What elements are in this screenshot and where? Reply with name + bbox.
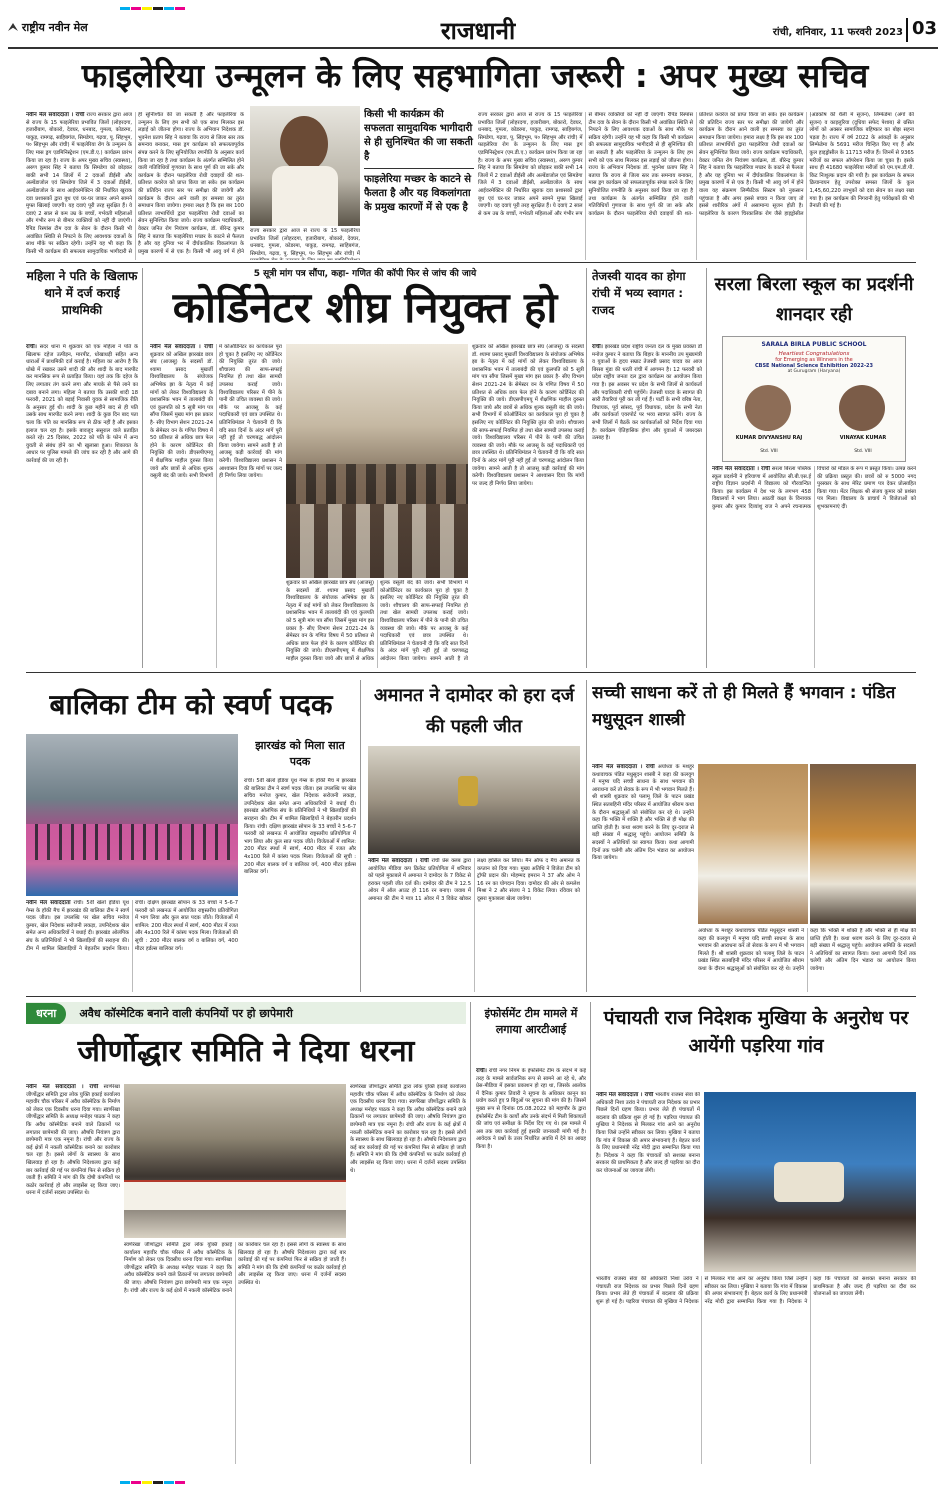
lead-byline: नवीन मेल संवाददाता । रांची [26, 112, 85, 118]
story8-body-right: अयोध्या के मशहूर कथावाचक पंडित मधुसूदन शास्त्री ने कहा की कलयुग में मनुष्य यदि सच्ची साधना के साथ भगवान की आराधना करें तो सेवक के रूप में भी भगवान मिलते हैं। श्री शास्त्री शुक्रवार को पलामू जिले के पाटन प्रखंड स्थित सतबहिनी मंदिर परिसर में आयोजित श्रीराम कथा के दौरान श्रद्धालुओं को संबोधित कर रहे थे। उन्होंने कहा कि भक्ति में शक्ति है और भक्ति से ही मोक्ष की प्राप्ति होती है। कथा श्रवण करने के लिए दूर-दराज से बड़ी संख्या में श्रद्धालु पहुंचे। आयोजन समिति के सदस्यों ने अतिथियों का स्वागत किया। कथा आगामी दिनों तक चलेगी और अंतिम दिन भंडारा का आयोजन किया जायेगा। [698, 928, 916, 972]
story10-headline: इंफोर्समेंट टीम मामले में लगाया आरटीआई [484, 1007, 578, 1036]
story4-body: रांची। झारखंड प्रदेश राष्ट्रीय जनता दल के मुख्य प्रवक्ता डॉ मनोज कुमार ने बताया कि बिहार के माननीय उप मुख्यमंत्री व युवाओं के हृदय सम्राट तेजस्वी प्रसाद यादव का आज बिरसा मुंडा की धरती रांची में आगमन है। 12 फरवरी को प्रदेश राष्ट्रीय जनता दल द्वारा कार्यक्रम का आयोजन किया गया है। इस अवसर पर प्रदेश के सभी जिलों से कार्यकर्ता और पदाधिकारी रांची पहुंचेंगे। तेजस्वी यादव के स्वागत की सारी तैयारियां पूरी कर ली गई हैं। पार्टी के सभी वरिष्ठ नेता, विधायक, पूर्व सांसद, पूर्व विधायक, प्रदेश के सभी नेता और कार्यकर्ता एयरपोर्ट पर भव्य स्वागत करेंगे। राज्य के सभी जिलों में बैठकें कर कार्यकर्ताओं को निर्देश दिया गया है। कार्यक्रम ऐतिहासिक होगा और युवाओं में जबरदस्त उत्साह है। [592, 344, 702, 442]
color-register-marks-bottom [120, 1474, 320, 1484]
story3-body-under-photo: शुक्रवार को अखिल झारखंड छात्र संघ (आजसू) के सदस्यों डॉ. श्यामा प्रसाद मुखर्जी विश्वविद्यालय के संयोजक अभिषेक झा के नेतृत्व में कई मांगों को लेकर विश्वविद्यालय के प्रशासनिक भवन में तालाबंदी की एवं कुलपति को 5 सूत्री मांग पत्र सौंपा जिसमें मुख्य मांग इस प्रकार है- सीए विभाग सेशन 2021-24 के सेमेस्टर वन के गणित विषय में 50 प्रतिशत से अधिक छात्र फेल होने के कारण कोर्डिनेटर की नियुक्ति की जाये। डीएसपीएमयू में शैक्षणिक माहौल दुरुस्त किया जाये और छात्रों से अधिक शुल्क वसूली बंद की जाये। सभी विभागों में कोऑर्डिनेटर का कार्यकाल पूरा हो चुका है इसलिए नए कोर्डिनेटर की नियुक्ति तुरंत की जाये। शौचालय की साफ-सफाई नियमित हो तथा खेल सामग्री उपलब्ध कराई जाये। विश्वविद्यालय परिसर में पीने के पानी की उचित व्यवस्था की जाये। मौके पर आजसू के कई पदाधिकारी एवं छात्र उपस्थित थे। प्रतिनिधिमंडल ने चेतावनी दी कि यदि सात दिनों के अंदर मांगें पूरी नहीं हुईं तो चरणबद्ध आंदोलन किया जायेगा। सामने आती है तो [286, 580, 468, 662]
header-divider [8, 47, 938, 49]
story6-subhead: झारखंड को मिला सात पदक [255, 739, 345, 768]
story2-headline: महिला ने पति के खिलाफ थाने में दर्ज कराई प्राथमिकी [26, 269, 138, 317]
divider-s2 [142, 268, 143, 668]
story11-body-left: नवीन मेल संवाददाता । रांची भारतीय राजस्व सेवा की अधिकारी निशा उरांव ने पंचायती राज निदेशक का प्रभार पिछले दिनों ग्रहण किया। प्रभार लेते ही पंचायतों में बदलाव की प्रक्रिया शुरू हो गई है। पड़रिया पंचायत की मुखिया ने निदेशक से मिलकर गांव आने का अनुरोध किया जिसे उन्होंने स्वीकार कर लिया। मुखिया ने बताया कि गांव में विकास की अपार संभावनाएं हैं। बेहतर कार्य के लिए प्रधानमंत्री नरेंद्र मोदी द्वारा सम्मानित किया गया है। निदेशक ने कहा कि पंचायतों को सशक्त बनाना सरकार की प्राथमिकता है और जल्द ही पड़रिया का दौरा कर योजनाओं का जायजा लेंगी। [596, 1092, 700, 1174]
story8-headline: सच्ची साधना करें तो ही मिलते हैं भगवान : पंडित मधुसूदन शास्त्री [592, 683, 896, 730]
paper-logo [8, 20, 148, 40]
story3-headline: कोर्डिनेटर शीघ्र नियुक्त हो [172, 283, 558, 332]
story4-headline: तेजस्वी यादव का होगा रांची में भव्य स्वागत : राजद [592, 269, 686, 317]
tag-dharna: धरना [26, 1003, 66, 1024]
lead-photo-official [250, 106, 360, 226]
story6-headline: बालिका टीम को स्वर्ण पदक [49, 688, 333, 721]
story11-body-bottom: भारतीय राजस्व सेवा की अधिकारी निशा उरांव ने पंचायती राज निदेशक का प्रभार पिछले दिनों ग्रहण किया। प्रभार लेते ही पंचायतों में बदलाव की प्रक्रिया शुरू हो गई है। पड़रिया पंचायत की मुखिया ने निदेशक से मिलकर गांव आने का अनुरोध किया जिसे उन्होंने स्वीकार कर लिया। मुखिया ने बताया कि गांव में विकास की अपार संभावनाएं हैं। बेहतर कार्य के लिए प्रधानमंत्री नरेंद्र मोदी द्वारा सम्मानित किया गया है। निदेशक ने कहा कि पंचायतों को सशक्त बनाना सरकार की प्राथमिकता है और जल्द ही पड़रिया का दौरा कर योजनाओं का जायजा लेंगी। [596, 1276, 916, 1305]
dateline: रांची, शनिवार, 11 फरवरी 2023 [772, 27, 903, 38]
bird-icon [8, 23, 18, 31]
story3-kicker: 5 सूत्री मांग पत्र सौंपा, कहा- गणित की कॉपी फिर से जांच की जाये [253, 269, 477, 279]
story2-body: रांची। सदर थाना में शुक्रवार को एक महिला ने पति के खिलाफ दहेज उत्पीड़न, मारपीट, धोखाधड़ी सहित अन्य धाराओं में प्राथमिकी दर्ज कराई है। महिला का आरोप है कि धोखे में रखकर उसने शादी की और शादी के बाद मारपीट कर मानसिक रूप से प्रताड़ित किया। यहां तक कि दहेज के लिए लगातार तंग करने लगा और मायके से पैसे लाने का दबाव बनाने लगा। महिला ने बताया कि उसकी शादी 18 फरवरी, 2021 को बड़ाई निवासी युवक से सामाजिक रीति के अनुसार हुई थी। शादी के कुछ महीने बाद से ही पति उसके साथ मारपीट करने लगा। शादी के कुछ दिन बाद पता चला कि पति का मानसिक रूप से ठीक नहीं है और इसका इलाज चल रहा है। इसके बावजूद ससुराल वाले प्रताड़ित करते रहे। 25 दिसंबर, 2022 को पति के फोन में अन्य युवती से संबंध होने का भी खुलासा हुआ। शिकायत के आधार पर पुलिस मामले की जांच कर रही है और आगे की कार्रवाई की जा रही है। [26, 344, 138, 464]
story7-trophy-photo [368, 746, 580, 854]
masthead [8, 14, 938, 46]
divider-s4 [706, 268, 707, 668]
divider-s3 [586, 268, 587, 668]
story9-body-right: स्वर्णरेखा जीर्णोद्धार समिति द्वारा लोक युक्ति इकाई कार्यालय महावीर चौक परिसर में अवैध कॉस्मेटिक के निर्माण को लेकर एक दिवसीय धरना दिया गया। स्वर्णरेखा जीर्णोद्धार समिति के अध्यक्ष मनोहर पाठक ने कहा कि अवैध कॉस्मेटिक बनाने वाले ठिकानों पर लगातार छापेमारी की जाए। औषधि नियंत्रण द्वारा छापेमारी मात्र एक नमूना है। रांची और राज्य के कई क्षेत्रों में नकली कॉस्मेटिक बनाने का कारोबार चल रहा है। इससे लोगों के स्वास्थ्य के साथ खिलवाड़ हो रहा है। औषधि निदेशालय द्वारा कई बार कार्रवाई की गई पर कंपनियां फिर से सक्रिय हो जाती हैं। समिति ने मांग की कि दोषी कंपनियों पर कठोर कार्रवाई हो और लाइसेंस रद्द किया जाए। धरना में दर्जनों सदस्य उपस्थित थे। [350, 1084, 466, 1174]
story3-body-right: शुक्रवार को अखिल झारखंड छात्र संघ (आजसू) के सदस्यों डॉ. श्यामा प्रसाद मुखर्जी विश्वविद्यालय के संयोजक अभिषेक झा के नेतृत्व में कई मांगों को लेकर विश्वविद्यालय के प्रशासनिक भवन में तालाबंदी की एवं कुलपति को 5 सूत्री मांग पत्र सौंपा जिसमें मुख्य मांग इस प्रकार है- सीए विभाग सेशन 2021-24 के सेमेस्टर वन के गणित विषय में 50 प्रतिशत से अधिक छात्र फेल होने के कारण कोर्डिनेटर की नियुक्ति की जाये। डीएसपीएमयू में शैक्षणिक माहौल दुरुस्त किया जाये और छात्रों से अधिक शुल्क वसूली बंद की जाये। सभी विभागों में कोऑर्डिनेटर का कार्यकाल पूरा हो चुका है इसलिए नए कोर्डिनेटर की नियुक्ति तुरंत की जाये। शौचालय की साफ-सफाई नियमित हो तथा खेल सामग्री उपलब्ध कराई जाये। विश्वविद्यालय परिसर में पीने के पानी की उचित व्यवस्था की जाये। मौके पर आजसू के कई पदाधिकारी एवं छात्र उपस्थित थे। प्रतिनिधिमंडल ने चेतावनी दी कि यदि सात दिनों के अंदर मांगें पूरी नहीं हुईं तो चरणबद्ध आंदोलन किया जायेगा। सामने आती है तो आजसू कड़ी कार्रवाई की मांग करेगी। विश्वविद्यालय प्रशासन ने आश्वासन दिया कि मांगों पर जल्द ही निर्णय लिया जायेगा। [472, 344, 584, 487]
divider-row2 [26, 672, 916, 673]
section-name: राजधानी [440, 17, 516, 44]
story10-body: रांची। रांची नगर निगम के इंफोर्समेंट टीम के संदर्भ में कई तरह के मामले सार्वजनिक रूप से सामने आ रहे थे, और प्रेस-मीडिया में इसका प्रकाशन हो रहा था, जिसके आलोक में दैनिक कुमार तिवारी ने सूचना के अधिकार कानून का प्रयोग करते हुए 9 बिंदुओं पर सूचना की मांग की है। जिसमें मुख्य रूप से दिनांक 05.08.2022 को महापौर के द्वारा इंफोर्समेंट टीम के कार्यों और उनके संदर्भ में मिली शिकायतों की जांच एवं समीक्षा के निर्देश दिए गए थे। इस मामले में अब तक क्या कार्रवाई हुई इसकी जानकारी मांगी गई है। आवेदक ने प्रश्नों के उत्तर निर्धारित अवधि में देने का आग्रह किया है। [476, 1068, 586, 1150]
story3-group-photo [286, 344, 468, 578]
color-register-marks-top [120, 0, 320, 10]
story5-poster: SARALA BIRLA PUBLIC SCHOOL Heartiest Congratulations for Emerging as Winners in the CBSE National Science Exhibition 2022-23 at Gurugram (Haryana) KUMAR DIVYANSHU RAJ Std. VIII VINAYAK KUMAR Std. VIII [722, 336, 906, 462]
story9-protest-photo [124, 1084, 346, 1238]
student-photo-1 [745, 385, 791, 431]
lead-body-right: राज्य सरकार द्वारा आज से राज्य के 15 फाइलेरिया प्रभावित जिलों (लोहरदगा, हजारीबाग, बोकारो, देवघर, धनबाद, गुमला, कोडरमा, पाकुड़, रामगढ़, साहिबगंज, सिमडेगा, गढ़वा, पू. सिंहभूम, प० सिंहभूम और रांची) में फाइलेरिया रोग के उन्मूलन के लिए मास ड्रग एडमिनिस्ट्रेशन (एम.डी.ए.) कार्यक्रम प्रारंभ किया जा रहा है। राज्य के अपर मुख्य सचिव (स्वास्थ्य), अरुण कुमार सिंह ने बताया कि सिमडेगा को छोड़कर बाकी सभी 14 जिलों में 2 दवाओं डीईसी और अल्बेंडाजोल एवं सिमडेगा जिले में 3 दवाओं डीईसी, अल्बेंडाजोल के साथ आईवरमेक्टिन की निर्धारित खुराक दवा प्रशासकों द्वारा बूथ एवं घर-घर जाकर अपने सामने मुफ्त खिलाई जाएगी। यह दवाएं पूरी तरह सुरक्षित हैं। ये दवाएं 2 साल से कम उम्र के बच्चों, गर्भवती महिलाओं और गंभीर रूप से बीमार व्यक्तियों को नहीं दी जाएंगी। रैपिड रिस्पांस टीम दवा के सेवन के दौरान किसी भी अवांछित स्थिति से निपटने के लिए आवश्यक दवाओं के साथ मौके पर सक्रिय रहेगी। उन्होंने यह भी कहा कि किसी भी कार्यक्रम की सफलता सामुदायिक भागीदारी से ही सुनिश्चित की जा सकती है और फाइलेरिया के उन्मूलन के लिए हम सभी को एक साथ मिलकर इस लड़ाई को जीतना होगा। राज्य के अभियान निदेशक डॉ. भुवनेश प्रताप सिंह ने बताया कि राज्य से जिला स्तर तक समन्वय बनाकर, मास ड्रग कार्यक्रम को सफलतापूर्वक संपन्न करने के लिए सुनियोजित रणनीति के अनुसार कार्य किया जा रहा है तथा कार्यक्रम के अंतर्गत सम्मिलित होने वाली गतिविधियों गुणवत्ता के साथ पूर्ण की जा सके और कार्यक्रम के दौरान फाइलेरिया रोधी दवाइयों की शत-प्रतिशत कवरेज को प्राप्त किया जा सके। इस कार्यक्रम की प्रतिदिन राज्य स्तर पर समीक्षा की जायेगी और कार्यक्रम के दौरान आने वाली हर समस्या का तुरंत समाधान किया जायेगा। हमारा लक्ष्य है कि इस बार 100 प्रतिशत लाभार्थियों द्वारा फाइलेरिया रोधी दवाओं का सेवन सुनिश्चित किया जाये। राज्य कार्यक्रम पदाधिकारी, वेक्टर जनित रोग नियंत्रण कार्यक्रम, डॉ. बीरेन्द्र कुमार सिंह ने बताया कि फाइलेरिया मच्छर के काटने से फैलता है और यह दुनिया भर में दीर्घकालिक विकलांगता के प्रमुख कारणों में से एक है। किसी भी आयु वर्ग में होने वाला यह संक्रमण लिम्फैटिक सिस्टम को नुकसान पहुंचाता है और अगर इससे बचाव न किया जाए तो इससे शारीरिक अंगों में असामान्य सूजन होती है। फाइलेरिया के कारण चिरकालिक रोग जैसे हाइड्रोसील (अंडकोष की थैली में सूजन), लिम्फेडेमा (अंगों की सूजन) व काइलुरिया (दूधिया सफेद पेशाब) से ग्रसित लोगों को अक्सर सामाजिक बहिष्कार का बोझ सहना पड़ता है। राज्य में वर्ष 2022 के आंकड़ों के अनुसार लिम्फेडेमा के 5691 मरीज चिन्हित किए गए हैं और कुल हाइड्रोसील के 11713 मरीज हैं। जिनमें से 9365 मरीजों का सफल ऑपरेशन किया जा चुका है। इसके साथ ही 41680 फाइलेरिया मरीजों को एम.एम.डी.पी. किट निःशुल्क प्रदान की गयी है। इस कार्यक्रम के सफल क्रियान्वयन हेतु उपरोक्त समस्त जिलों के कुल 1,45,60,220 लाभुकों को दवा सेवन का लक्ष्य रखा गया है। इस कार्यक्रम की निगरानी हेतु पर्यवेक्षकों की भी तैनाती की गई है। [478, 112, 914, 217]
page-number: 03 [906, 18, 938, 42]
quote-text-2: फाइलेरिया मच्छर के काटने से फैलता है और यह विकलांगता के प्रमुख कारणों में से एक है [364, 174, 472, 213]
student-1-name: KUMAR DIVYANSHU RAJ [735, 435, 803, 441]
story9-body-mid: स्वर्णरेखा जीर्णोद्धार समिति द्वारा लोक युक्ति इकाई कार्यालय महावीर चौक परिसर में अवैध कॉस्मेटिक के निर्माण को लेकर एक दिवसीय धरना दिया गया। स्वर्णरेखा जीर्णोद्धार समिति के अध्यक्ष मनोहर पाठक ने कहा कि अवैध कॉस्मेटिक बनाने वाले ठिकानों पर लगातार छापेमारी की जाए। औषधि नियंत्रण द्वारा छापेमारी मात्र एक नमूना है। रांची और राज्य के कई क्षेत्रों में नकली कॉस्मेटिक बनाने का कारोबार चल रहा है। इससे लोगों के स्वास्थ्य के साथ खिलवाड़ हो रहा है। औषधि निदेशालय द्वारा कई बार कार्रवाई की गई पर कंपनियां फिर से सक्रिय हो जाती हैं। समिति ने मांग की कि दोषी कंपनियों पर कठोर कार्रवाई हो और लाइसेंस रद्द किया जाए। धरना में दर्जनों सदस्य उपस्थित थे। [124, 1242, 346, 1294]
story8-body-left: नवीन मेल संवाददाता । रांची अयोध्या के मशहूर कथावाचक पंडित मधुसूदन शास्त्री ने कहा की कलयुग में मनुष्य यदि सच्ची साधना के साथ भगवान की आराधना करें तो सेवक के रूप में भी भगवान मिलते हैं। श्री शास्त्री शुक्रवार को पलामू जिले के पाटन प्रखंड स्थित सतबहिनी मंदिर परिसर में आयोजित श्रीराम कथा के दौरान श्रद्धालुओं को संबोधित कर रहे थे। उन्होंने कहा कि भक्ति में शक्ति है और भक्ति से ही मोक्ष की प्राप्ति होती है। कथा श्रवण करने के लिए दूर-दराज से बड़ी संख्या में श्रद्धालु पहुंचे। आयोजन समिति के सदस्यों ने अतिथियों का स्वागत किया। कथा आगामी दिनों तक चलेगी और अंतिम दिन भंडारा का आयोजन किया जायेगा। [592, 764, 694, 862]
story6-body-bottom: नवीन मेल संवाददाता रांची। 5वीं खेलो इंडिया यूथ गेम्स के हॉकी मैच में झारखंड की बालिका टीम ने स्वर्ण पदक जीता। इस उपलब्धि पर खेल सचिव मनोज कुमार, खेल निदेशक सरोजनी लकड़ा, उपनिदेशक खेल समेत अन्य अधिकारियों ने बधाई दी। झारखंड ओलंपिक संघ के प्रतिनिधियों ने भी खिलाड़ियों की सराहना की। टीम में शामिल खिलाड़ियों ने बेहतरीन प्रदर्शन किया। रांची। दक्षिण झारखंड सोपान के 33 बच्चों ने 5-6-7 फरवरी को लखनऊ में आयोजित राष्ट्रस्तरीय प्रतियोगिता में भाग लिया और कुल सात पदक जीते। विजेताओं में शामिल: 200 मीटर स्पर्धा में स्वर्ण, 400 मीटर में रजत और 4x100 रिले में कांस्य पदक मिला। विजेताओं की सूची : 200 मीटर बालक वर्ग व बालिका वर्ग, 400 मीटर हर्डल्स बालिका वर्ग। [26, 900, 238, 952]
divider-s9 [470, 1002, 471, 1464]
story8-photo-shastri [698, 764, 808, 924]
lead-pull-quote [364, 108, 474, 258]
divider-s10 [590, 1002, 591, 1464]
student-1-class: Std. VIII [760, 449, 778, 454]
student-2-class: Std. VIII [854, 449, 872, 454]
story9-headline: जीर्णोद्धार समिति ने दिया धरना [77, 1034, 415, 1069]
divider-s7 [586, 680, 587, 992]
divider-lead [26, 262, 916, 263]
lead-body-mid: राज्य सरकार द्वारा आज से राज्य के 15 फाइलेरिया प्रभावित जिलों (लोहरदगा, हजारीबाग, बोकारो, देवघर, धनबाद, गुमला, कोडरमा, पाकुड़, रामगढ़, साहिबगंज, सिमडेगा, गढ़वा, पू. सिंहभूम, प० सिंहभूम और रांची) में [250, 228, 360, 257]
lead-body-left [26, 112, 244, 260]
lead-headline: फाइलेरिया उन्मूलन के लिए सहभागिता जरूरी : अपर मुख्य सचिव [81, 56, 869, 95]
story9-kicker: अवैध कॉस्मेटिक बनाने वाली कंपनियों पर हो छापेमारी [79, 1007, 293, 1020]
quote-text-1: किसी भी कार्यक्रम की सफलता सामुदायिक भागीदारी से ही सुनिश्चित की जा सकती है [364, 109, 473, 162]
story6-team-photo [26, 734, 238, 896]
divider-s6 [360, 680, 361, 992]
lead-body-text: राज्य सरकार द्वारा आज से राज्य के 15 फाइलेरिया प्रभावित जिलों (लोहरदगा, हजारीबाग, बोकारो, देवघर, धनबाद, गुमला, कोडरमा, पाकुड़, रामगढ़, साहिबगंज, सिमडेगा, गढ़वा, पू. सिंहभूम, प० सिंहभूम और रांची) में फाइलेरिया रोग के उन्मूलन के लिए मास ड्रग एडमिनिस्ट्रेशन (एम.डी.ए.) कार्यक्रम प्रारंभ किया जा रहा है। राज्य के अपर मुख्य सचिव (स्वास्थ्य), अरुण कुमार सिंह ने बताया कि सिमडेगा को छोड़कर बाकी सभी 14 जिलों में 2 दवाओं डीईसी और अल्बेंडाजोल एवं सिमडेगा जिले में 3 दवाओं डीईसी, अल्बेंडाजोल के साथ आईवरमेक्टिन की निर्धारित खुराक दवा प्रशासकों द्वारा बूथ एवं घर-घर जाकर अपने सामने मुफ्त खिलाई जाएगी। यह दवाएं पूरी तरह सुरक्षित हैं। ये दवाएं 2 साल से कम उम्र के बच्चों, गर्भवती महिलाओं और गंभीर रूप से बीमार व्यक्तियों को नहीं दी जाएंगी। रैपिड रिस्पांस टीम दवा के सेवन के दौरान किसी भी अवांछित स्थिति से निपटने के लिए आवश्यक दवाओं के साथ मौके पर सक्रिय रहेगी। उन्होंने यह भी कहा कि किसी भी कार्यक्रम की सफलता सामुदायिक भागीदारी से ही सुनिश्चित की जा सकती है और फाइलेरिया के उन्मूलन के लिए हम सभी को एक साथ मिलकर इस लड़ाई को जीतना होगा। राज्य के अभियान निदेशक डॉ. भुवनेश प्रताप सिंह ने बताया कि राज्य से जिला स्तर तक समन्वय बनाकर, मास ड्रग कार्यक्रम को सफलतापूर्वक संपन्न करने के लिए सुनियोजित रणनीति के अनुसार कार्य किया जा रहा है तथा कार्यक्रम के अंतर्गत सम्मिलित होने वाली गतिविधियों गुणवत्ता के साथ पूर्ण की जा सके और कार्यक्रम के दौरान फाइलेरिया रोधी दवाइयों की शत-प्रतिशत कवरेज को प्राप्त किया जा सके। इस कार्यक्रम की प्रतिदिन राज्य स्तर पर समीक्षा की जायेगी और कार्यक्रम के दौरान आने वाली हर समस्या का तुरंत समाधान किया जायेगा। हमारा लक्ष्य है कि इस बार 100 प्रतिशत लाभार्थियों द्वारा फाइलेरिया रोधी दवाओं का सेवन सुनिश्चित किया जाये। राज्य कार्यक्रम पदाधिकारी, वेक्टर जनित रोग नियंत्रण कार्यक्रम, डॉ. बीरेन्द्र कुमार सिंह ने बताया कि फाइलेरिया मच्छर के काटने से फैलता है और यह दुनिया भर में दीर्घकालिक विकलांगता के प्रमुख कारणों में से एक है। किसी भी आयु वर्ग में होने [26, 112, 244, 255]
student-photo-2 [839, 385, 885, 431]
story5-body: नवीन मेल संवाददाता । रांची सरला बिरला पब्लिक स्कूल प्रदर्शनी ने हरियाणा में आयोजित सी.बी.एस.ई राष्ट्रीय विज्ञान प्रदर्शनी में विद्यालय को गौरवान्वित किया। इस कार्यक्रम में देश भर के लगभग 458 विद्यालयों ने भाग लिया। आठवीं कक्षा के विनायक कुमार और कुमार दिव्यांशु राज ने अपने रचनात्मक विचारों को मॉडल के रूप में प्रस्तुत किया। उत्पन्न करने की प्रक्रिया प्रस्तुत की। छात्रों को रु 5000 नगद पुरस्कार के साथ मेरिट प्रमाण पत्र देकर प्रोत्साहित किया गया। मेंटर शिक्षक श्री संजय कुमार को प्रशंसा पत्र मिला। विद्यालय के प्राचार्य ने विजेताओं को शुभकामनाएं दीं। [712, 466, 916, 510]
school-name: SARALA BIRLA PUBLIC SCHOOL [761, 341, 867, 348]
story9-kicker-bar [26, 1002, 466, 1024]
story11-award-photo [704, 1092, 916, 1272]
story9-body-left: नवीन मेल संवाददाता । रांची स्वर्णरेखा जीर्णोद्धार समिति द्वारा लोक युक्ति इकाई कार्यालय महावीर चौक परिसर में अवैध कॉस्मेटिक के निर्माण को लेकर एक दिवसीय धरना दिया गया। स्वर्णरेखा जीर्णोद्धार समिति के अध्यक्ष मनोहर पाठक ने कहा कि अवैध कॉस्मेटिक बनाने वाले ठिकानों पर लगातार छापेमारी की जाए। औषधि नियंत्रण द्वारा छापेमारी मात्र एक नमूना है। रांची और राज्य के कई क्षेत्रों में नकली कॉस्मेटिक बनाने का कारोबार चल रहा है। इससे लोगों के स्वास्थ्य के साथ खिलवाड़ हो रहा है। औषधि निदेशालय द्वारा कई बार कार्रवाई की गई पर कंपनियां फिर से सक्रिय हो जाती हैं। समिति ने मांग की कि दोषी कंपनियों पर कठोर कार्रवाई हो और लाइसेंस रद्द किया जाए। धरना में दर्जनों सदस्य उपस्थित थे। [26, 1084, 120, 1197]
story5-headline: सरला बिरला स्कूल का प्रदर्शनी शानदार रही [714, 274, 914, 325]
story8-photo-ceremony [810, 764, 916, 924]
paper-name: राष्ट्रीय नवीन मेल [21, 21, 88, 34]
story7-headline: अमानत ने दामोदर को हरा दर्ज की पहली जीत [373, 685, 575, 737]
story6-body-right: रांची। 5वीं खेलो इंडिया यूथ गेम्स के हॉकी मैच में झारखंड की बालिका टीम ने स्वर्ण पदक जीता। इस उपलब्धि पर खेल सचिव मनोज कुमार, खेल निदेशक सरोजनी लकड़ा, उपनिदेशक खेल समेत अन्य अधिकारियों ने बधाई दी। झारखंड ओलंपिक संघ के प्रतिनिधियों ने भी खिलाड़ियों की सराहना की। टीम में शामिल खिलाड़ियों ने बेहतरीन प्रदर्शन किया। रांची। दक्षिण झारखंड सोपान के 33 बच्चों ने 5-6-7 फरवरी को लखनऊ में आयोजित राष्ट्रस्तरीय प्रतियोगिता में भाग लिया और कुल सात पदक जीते। विजेताओं में शामिल: 200 मीटर स्पर्धा में स्वर्ण, 400 मीटर में रजत और 4x100 रिले में कांस्य पदक मिला। विजेताओं की सूची : 200 मीटर बालक वर्ग व बालिका वर्ग, 400 मीटर हर्डल्स बालिका वर्ग। [244, 778, 356, 876]
story7-body: नवीन मेल संवाददाता । रांची रांची प्रेस क्लब द्वारा आयोजित मीडिया कप क्रिकेट प्रतियोगिता में शनिवार को पहले मुकाबले में अमानत ने दामोदर के 7 विकेट से हराकर पहली जीत दर्ज की। दामोदर की टीम ने 12.5 ओवर में ऑल आउट हो 116 रन बनाए। जवाब में अमानत की टीम ने मात्र 11 ओवर में 3 विकेट खोकर लक्ष्य हासिल कर लिया। मैन ऑफ द मैच अमानत के कप्तान को दिया गया। मुख्य अतिथि ने विजेता टीम को ट्रॉफी प्रदान की। मोहम्मद इमरान ने 37 और ओम ने 16 रन का योगदान दिया। दामोदर की ओर से कमलेश मिश्रा ने 2 और संजय ने 1 विकेट लिया। रविवार को दूसरा मुकाबला खेला जायेगा। [368, 858, 580, 902]
story11-headline: पंचायती राज निदेशक मुखिया के अनुरोध पर आयेंगी पड़रिया गांव [603, 1007, 909, 1057]
student-2-name: VINAYAK KUMAR [839, 435, 887, 441]
story3-body-left: नवीन मेल संवाददाता । रांची शुक्रवार को अखिल झारखंड छात्र संघ (आजसू) के सदस्यों डॉ. श्यामा प्रसाद मुखर्जी विश्वविद्यालय के संयोजक अभिषेक झा के नेतृत्व में कई मांगों को लेकर विश्वविद्यालय के प्रशासनिक भवन में तालाबंदी की एवं कुलपति को 5 सूत्री मांग पत्र सौंपा जिसमें मुख्य मांग इस प्रकार है- सीए विभाग सेशन 2021-24 के सेमेस्टर वन के गणित विषय में 50 प्रतिशत से अधिक छात्र फेल होने के कारण कोर्डिनेटर की नियुक्ति की जाये। डीएसपीएमयू में शैक्षणिक माहौल दुरुस्त किया जाये और छात्रों से अधिक शुल्क वसूली बंद की जाये। सभी विभागों में कोऑर्डिनेटर का कार्यकाल पूरा हो चुका है इसलिए नए कोर्डिनेटर की नियुक्ति तुरंत की जाये। शौचालय की साफ-सफाई नियमित हो तथा खेल सामग्री उपलब्ध कराई जाये। विश्वविद्यालय परिसर में पीने के पानी की उचित व्यवस्था की जाये। मौके पर आजसू के कई पदाधिकारी एवं छात्र उपस्थित थे। प्रतिनिधिमंडल ने चेतावनी दी कि यदि सात दिनों के अंदर मांगें पूरी नहीं हुईं तो चरणबद्ध आंदोलन किया जायेगा। सामने आती है तो आजसू कड़ी कार्रवाई की मांग करेगी। विश्वविद्यालय प्रशासन ने आश्वासन दिया कि मांगों पर जल्द ही निर्णय लिया जायेगा। [150, 344, 282, 480]
divider-row3 [26, 996, 916, 997]
